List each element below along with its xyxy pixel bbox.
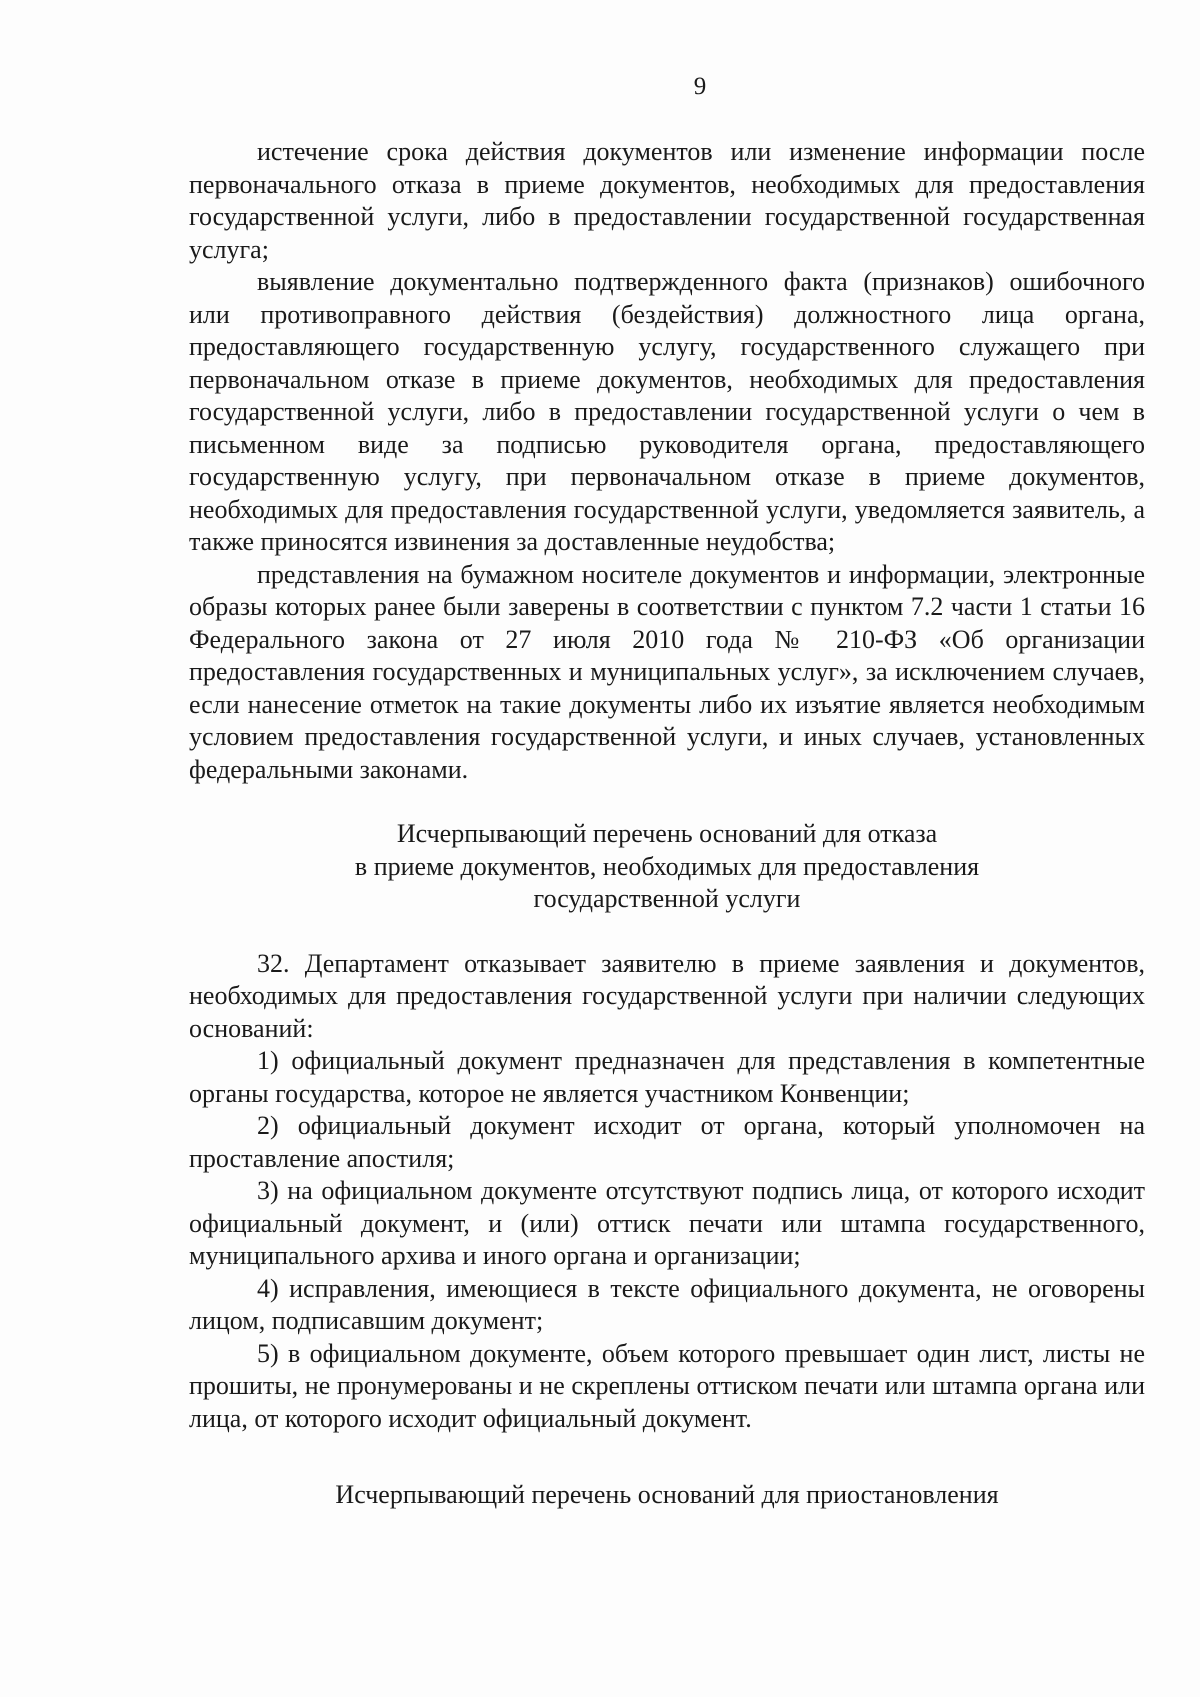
paragraph: представления на бумажном носителе документов и информации, электронные образы которых ранее были заверены в соответствии с пунктом 7.2 части 1 статьи 16 Федерального закона от 27 июля 2010 года № 210-ФЗ «Об организации предоставления государственных и муниципальных услуг», за исключением случаев, если нанесение отметок на такие документы либо их изъятие является необходимым условием предоставления государственной услуги, и иных случаев, установленных федеральными законами. bbox=[189, 559, 1145, 784]
list-item: 2) официальный документ исходит от органа, который уполномочен на проставление апостиля; bbox=[189, 1111, 1145, 1173]
section-heading-line: Исчерпывающий перечень оснований для приостановления bbox=[335, 1480, 999, 1509]
paragraph: выявление документально подтвержденного факта (признаков) ошибочного или противоправного действия (бездействия) должностного лица органа, предоставляющего государственную услугу, государственного служащего при первоначальном отказе в приеме документов, необходимых для предоставления государственной услуги, либо в предоставлении государственной услуги о чем в письменном виде за подписью руководителя органа, предоставляющего государственную услугу, при первоначальном отказе в приеме документов, необходимых для предоставления государственной услуги, уведомляется заявитель, а также приносятся извинения за доставленные неудобства; bbox=[189, 267, 1145, 556]
list-item: 3) на официальном документе отсутствуют подпись лица, от которого исходит официальный документ, и (или) оттиск печати или штампа государственного, муниципального архива и иного органа и организации; bbox=[189, 1176, 1145, 1270]
section-heading bbox=[189, 818, 1145, 916]
list-item: 4) исправления, имеющиеся в тексте официального документа, не оговорены лицом, подписавшим документ; bbox=[189, 1273, 1145, 1335]
section-heading-2 bbox=[189, 1479, 1145, 1512]
list-item: 1) официальный документ предназначен для представления в компетентные органы государства, которое не является участником Конвенции; bbox=[189, 1046, 1145, 1108]
section-heading-line: государственной услуги bbox=[533, 884, 801, 913]
list-item: 5) в официальном документе, объем которого превышает один лист, листы не прошиты, не пронумерованы и не скреплены оттиском печати или штампа органа или лица, от которого исходит официальный документ. bbox=[189, 1338, 1145, 1433]
paragraph: истечение срока действия документов или изменение информации после первоначального отказа в приеме документов, необходимых для предоставления государственной услуги, либо в предоставлении государственной государственная услуга; bbox=[189, 137, 1145, 264]
page-number: 9 bbox=[693, 73, 707, 100]
document-body bbox=[189, 136, 1145, 1512]
paragraph-clause-32: 32. Департамент отказывает заявителю в приеме заявления и документов, необходимых для предоставления государственной услуги при наличии следующих оснований: bbox=[189, 948, 1145, 1043]
section-heading-line: в приеме документов, необходимых для предоставления bbox=[354, 851, 980, 881]
section-heading-line: Исчерпывающий перечень оснований для отказа bbox=[396, 819, 938, 848]
